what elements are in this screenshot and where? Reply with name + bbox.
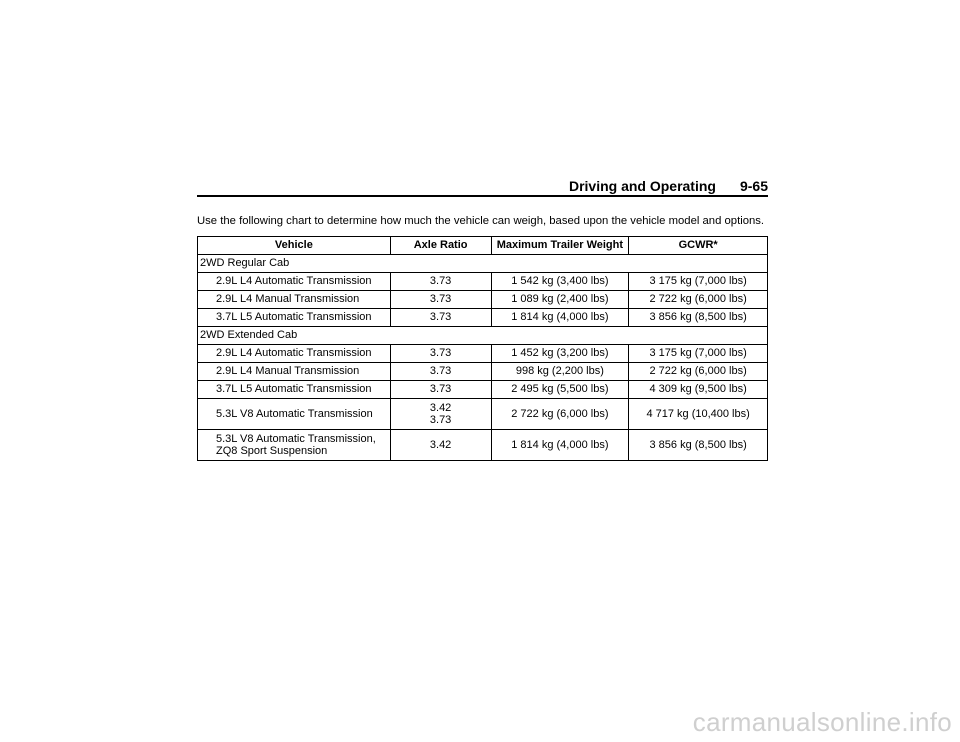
axle-ratio-value: 3.73 [429, 414, 452, 426]
cell-gcwr: 4 309 kg (9,500 lbs) [629, 381, 768, 399]
cell-gcwr: 3 856 kg (8,500 lbs) [629, 309, 768, 327]
cell-gcwr: 3 175 kg (7,000 lbs) [629, 273, 768, 291]
axle-ratio-value: 3.42 [429, 438, 452, 451]
cell-max-trailer-weight: 1 452 kg (3,200 lbs) [491, 345, 629, 363]
page-number: 9-65 [739, 178, 768, 194]
cell-vehicle: 5.3L V8 Automatic Transmission [198, 399, 391, 430]
cell-gcwr: 3 175 kg (7,000 lbs) [629, 345, 768, 363]
cell-axle-ratio [390, 381, 491, 399]
cell-gcwr: 4 717 kg (10,400 lbs) [629, 399, 768, 430]
cell-axle-ratio [390, 309, 491, 327]
cell-vehicle: 2.9L L4 Automatic Transmission [198, 273, 391, 291]
cell-max-trailer-weight: 998 kg (2,200 lbs) [491, 363, 629, 381]
cell-max-trailer-weight: 1 089 kg (2,400 lbs) [491, 291, 629, 309]
group-label: 2WD Extended Cab [198, 327, 768, 345]
cell-vehicle: 3.7L L5 Automatic Transmission [198, 381, 391, 399]
column-header-max-trailer-weight: Maximum Trailer Weight [491, 237, 629, 255]
page-header [197, 178, 768, 194]
table-row [198, 309, 768, 327]
axle-ratio-value: 3.73 [429, 383, 452, 396]
cell-max-trailer-weight: 1 814 kg (4,000 lbs) [491, 430, 629, 461]
cell-vehicle: 2.9L L4 Automatic Transmission [198, 345, 391, 363]
trailer-weight-table [197, 236, 768, 461]
cell-axle-ratio [390, 363, 491, 381]
cell-max-trailer-weight: 1 814 kg (4,000 lbs) [491, 309, 629, 327]
table-row [198, 345, 768, 363]
cell-axle-ratio [390, 273, 491, 291]
table-row [198, 430, 768, 461]
group-label: 2WD Regular Cab [198, 255, 768, 273]
axle-ratio-value: 3.73 [429, 365, 452, 378]
axle-ratio-value: 3.42 [429, 401, 452, 414]
cell-max-trailer-weight: 1 542 kg (3,400 lbs) [491, 273, 629, 291]
table-row [198, 381, 768, 399]
table-row [198, 363, 768, 381]
table-row [198, 291, 768, 309]
table-row [198, 399, 768, 430]
cell-max-trailer-weight: 2 495 kg (5,500 lbs) [491, 381, 629, 399]
cell-axle-ratio [390, 291, 491, 309]
cell-gcwr: 2 722 kg (6,000 lbs) [629, 363, 768, 381]
table-body [198, 255, 768, 461]
section-title: Driving and Operating [568, 178, 716, 194]
axle-ratio-value: 3.73 [429, 293, 452, 306]
column-header-vehicle: Vehicle [198, 237, 391, 255]
table-header-row [198, 237, 768, 255]
axle-ratio-value: 3.73 [429, 311, 452, 324]
axle-ratio-value: 3.73 [429, 275, 452, 288]
cell-axle-ratio [390, 430, 491, 461]
column-header-axle-ratio: Axle Ratio [390, 237, 491, 255]
cell-vehicle: 3.7L L5 Automatic Transmission [198, 309, 391, 327]
cell-vehicle: 2.9L L4 Manual Transmission [198, 291, 391, 309]
table-row [198, 273, 768, 291]
intro-text: Use the following chart to determine how much the vehicle can weigh, based upon the vehicle model and options. [197, 215, 765, 227]
axle-ratio-value: 3.73 [429, 347, 452, 360]
watermark: carmanualsonline.info [692, 707, 952, 737]
header-rule [197, 195, 768, 197]
cell-axle-ratio [390, 345, 491, 363]
group-row [198, 327, 768, 345]
cell-max-trailer-weight: 2 722 kg (6,000 lbs) [491, 399, 629, 430]
cell-vehicle: 2.9L L4 Manual Transmission [198, 363, 391, 381]
cell-gcwr: 2 722 kg (6,000 lbs) [629, 291, 768, 309]
cell-axle-ratio [390, 399, 491, 430]
group-row [198, 255, 768, 273]
cell-vehicle: 5.3L V8 Automatic Transmission, ZQ8 Sport Suspension [198, 430, 391, 461]
column-header-gcwr: GCWR* [629, 237, 768, 255]
cell-gcwr: 3 856 kg (8,500 lbs) [629, 430, 768, 461]
